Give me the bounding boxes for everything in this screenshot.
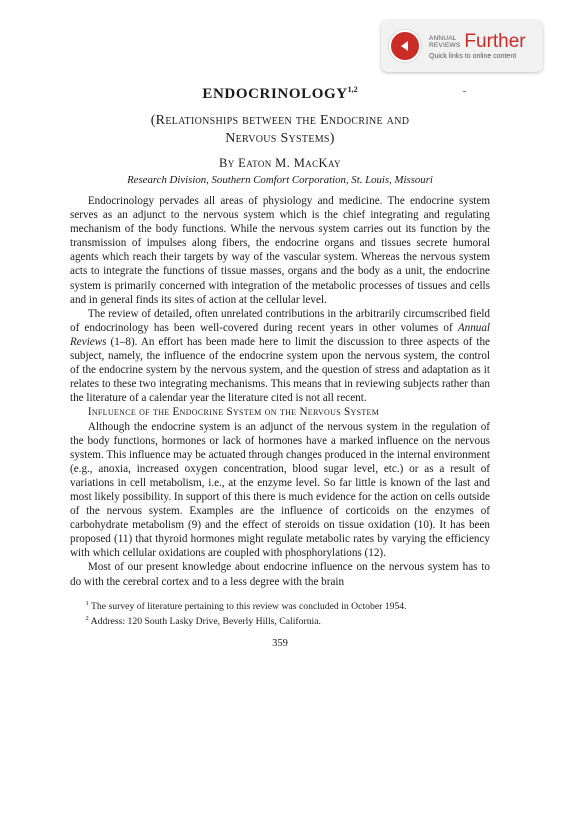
footnote-1-mark: 1 xyxy=(85,599,89,607)
paragraph-2 xyxy=(70,307,490,406)
badge-text xyxy=(429,32,526,60)
author-affiliation: Research Division, Southern Comfort Corporation, St. Louis, Missouri xyxy=(127,174,433,186)
paragraph-1: Endocrinology pervades all areas of physiology and medicine. The endocrine system serves as an adjunct to the nervous system which is the chief integrating and regulating mechanism of the body functions. While the nervous system carries out its function by the transmission of impulses along fibers, the endocrine organs and tissues secrete humoral agents which reach their targets by way of the vascular system. Whereas the nervous system acts to integrate the functions of tissue masses, organs and the body as a unit, the endocrine system is primarily concerned with integration of the metabolic processes of tissues and cells and in general finds its sites of action at the cellular level. xyxy=(70,195,490,306)
article-title xyxy=(70,80,490,104)
article-subtitle xyxy=(70,112,490,148)
section-heading: Influence of the Endocrine System on the Nervous System xyxy=(87,406,380,419)
footnote-1-text: The survey of literature pertaining to this review was concluded in October 1954. xyxy=(88,600,407,612)
paragraph-2-text-b: (1–8). An effort has been made here to limit the discussion to three aspects of the subject, namely, the influence of the endocrine system upon the nervous system, the control of the endocrine system by the nervous system, and the question of stress and adaptation as it relates to these two integrating mechanisms. This means that in reviewing subjects rather than the literature of a calendar year the literature cited is not all recent. xyxy=(70,335,490,405)
annual-reviews-citation: Annual Reviews xyxy=(70,321,490,348)
badge-tagline: Quick links to online content xyxy=(429,53,517,60)
author-byline: By Eaton M. MacKay xyxy=(219,156,341,170)
badge-further: Further xyxy=(464,31,526,52)
paragraph-3: Although the endocrine system is an adjunct of the nervous system in the regulation of the body functions, hormones or lack of hormones have a marked influence on the nervous system. This influence may be actuated through changes produced in the internal environment (e.g., anoxia, increased oxygen concentration, blood sugar level, etc.) or as a result of variations in cell metabolism, i.e., at the enzyme level. So far little is known of the last and most likely possibility. In support of this there is much evidence for the action on cells outside of the nervous system. Examples are the influence of corticoids on the enzymes of carbohydrate metabolism (9) and the effect of steroids on tissue oxidation (10). It has been proposed (11) that thyroid hormones might regulate metabolic rates by varying the efficiency with which cellular oxidations are coupled with phosphorylations (12). xyxy=(70,420,490,560)
footnote-2 xyxy=(70,613,490,629)
annual-reviews-further-badge[interactable] xyxy=(381,20,543,72)
title-text: ENDOCRINOLOGY xyxy=(202,86,348,102)
article-page xyxy=(70,80,490,650)
article-body xyxy=(70,194,490,589)
badge-reviews: REVIEWS xyxy=(429,42,461,49)
back-arrow-icon xyxy=(389,30,421,62)
title-footnote-mark: 1,2 xyxy=(347,85,358,94)
paragraph-4: Most of our present knowledge about endocrine influence on the nervous system has to do with the cerebral cortex and to a less degree with the brain xyxy=(70,561,490,588)
footnote-2-mark: 2 xyxy=(85,615,89,623)
footnote-2-text: Address: 120 South Lasky Drive, Beverly Hills, California. xyxy=(88,616,321,628)
subtitle-line-2: Nervous Systems) xyxy=(225,131,335,146)
footnote-1 xyxy=(70,598,490,614)
footnotes xyxy=(70,598,490,630)
subtitle-line-1: (Relationships between the Endocrine and xyxy=(150,113,410,128)
page-number: 359 xyxy=(272,638,288,650)
paragraph-2-text-a: The review of detailed, often unrelated contributions in the arbitrarily circumscribed field of endocrinology has been well-covered during recent years in other volumes of xyxy=(70,307,490,334)
badge-annual: ANNUAL xyxy=(429,34,457,42)
